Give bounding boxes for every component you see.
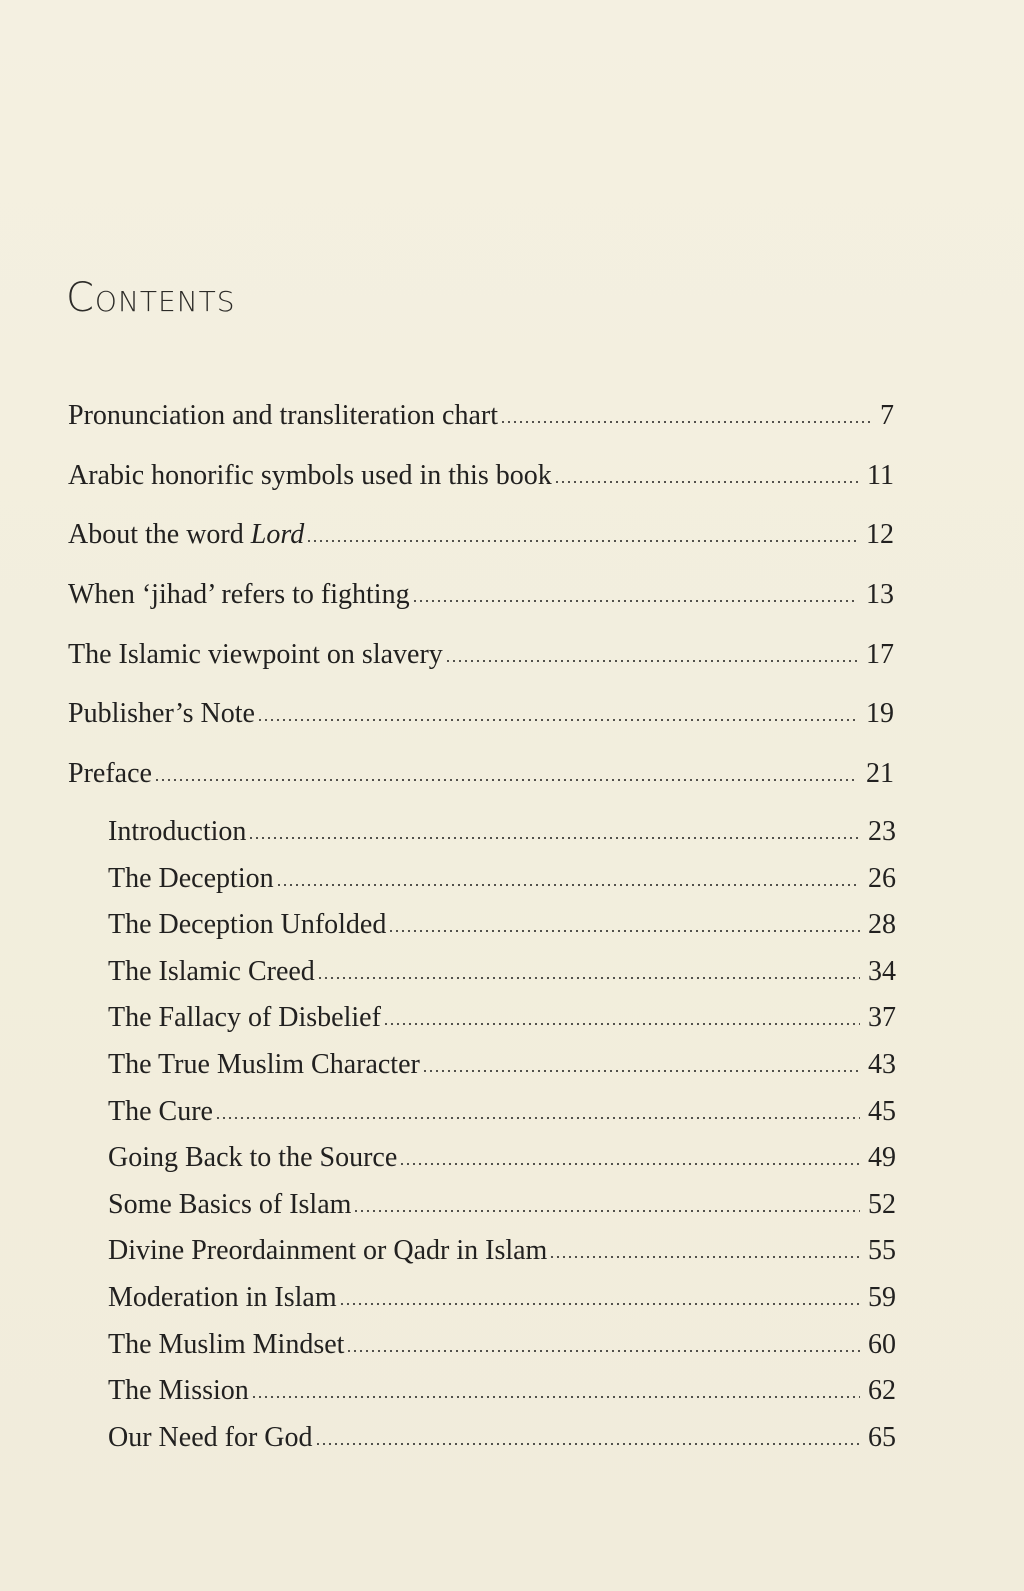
toc-entry-page-number: 34 bbox=[868, 955, 896, 987]
dot-leader bbox=[154, 778, 858, 782]
toc-entry-title-text: The True Muslim Character bbox=[108, 1049, 420, 1080]
dot-leader bbox=[500, 420, 872, 424]
toc-entry-title bbox=[108, 818, 246, 846]
toc-entry-title-text: The Cure bbox=[108, 1095, 213, 1127]
toc-entry[interactable] bbox=[68, 700, 894, 728]
toc-entry-title-text: Going Back to the Source bbox=[108, 1142, 398, 1174]
toc-entry-title bbox=[108, 1421, 313, 1453]
toc-entry-title bbox=[108, 862, 274, 894]
toc-entry-title bbox=[108, 911, 386, 939]
dot-leader bbox=[554, 480, 859, 484]
toc-entry-page-number: 23 bbox=[868, 816, 896, 847]
dot-leader bbox=[317, 976, 860, 980]
toc-entry-page-number: 60 bbox=[868, 1328, 896, 1360]
toc-entry[interactable] bbox=[68, 462, 894, 490]
toc-entry[interactable] bbox=[108, 1377, 896, 1405]
toc-entry-page-number: 7 bbox=[880, 400, 894, 431]
dot-leader bbox=[388, 929, 860, 933]
dot-leader bbox=[257, 718, 858, 722]
toc-entry-title-text: Pronunciation and transliteration chart bbox=[68, 400, 498, 431]
toc-entry[interactable] bbox=[108, 1095, 896, 1127]
toc-entry-title bbox=[108, 1188, 352, 1220]
toc-entry-title bbox=[108, 1237, 547, 1265]
dot-leader bbox=[412, 599, 858, 603]
toc-entry-title bbox=[108, 1377, 249, 1405]
toc-entry-title bbox=[108, 1328, 345, 1360]
toc-entry-page-number: 19 bbox=[866, 698, 894, 729]
dot-leader bbox=[251, 1395, 860, 1399]
toc-entry-page-number: 49 bbox=[868, 1142, 896, 1174]
dot-leader bbox=[422, 1069, 860, 1073]
toc-entry[interactable] bbox=[108, 1188, 896, 1220]
toc-entry-title bbox=[108, 1284, 337, 1312]
toc-entry-title bbox=[108, 1004, 381, 1032]
toc-entry-title-text: The Deception bbox=[108, 862, 274, 894]
toc-entry[interactable] bbox=[108, 862, 896, 894]
toc-entry-page-number: 37 bbox=[868, 1002, 896, 1034]
dot-leader bbox=[248, 836, 860, 840]
toc-entry-title-text: Our Need for God bbox=[108, 1421, 313, 1453]
toc-entry-page-number: 21 bbox=[866, 758, 894, 789]
toc-entry-title-text: Arabic honorific symbols used in this book bbox=[68, 460, 552, 491]
toc-entry-title-text: Some Basics of Islam bbox=[108, 1188, 352, 1220]
dot-leader bbox=[353, 1209, 860, 1213]
toc-entry[interactable] bbox=[108, 1328, 896, 1360]
toc-entry-page-number: 43 bbox=[868, 1049, 896, 1080]
dot-leader bbox=[346, 1349, 860, 1353]
toc-entry-title-text: The Islamic viewpoint on slavery bbox=[68, 639, 443, 670]
toc-entry[interactable] bbox=[68, 581, 894, 609]
toc-entry[interactable] bbox=[108, 1004, 896, 1032]
toc-entry-title bbox=[68, 760, 152, 788]
toc-entry-title-text: Introduction bbox=[108, 816, 247, 847]
toc-entry-page-number: 17 bbox=[866, 639, 894, 670]
toc-entry-title bbox=[108, 1051, 420, 1079]
toc-entry[interactable] bbox=[108, 911, 896, 939]
dot-leader bbox=[276, 883, 860, 887]
dot-leader bbox=[445, 659, 858, 663]
toc-entry[interactable] bbox=[68, 402, 894, 430]
toc-entry-page-number: 55 bbox=[868, 1235, 896, 1267]
toc-entry-title-text: The Mission bbox=[108, 1375, 249, 1407]
contents-heading: Contents bbox=[66, 275, 236, 321]
toc-entry-title-text: The Muslim Mindset bbox=[108, 1328, 345, 1360]
toc-entry-title-text: The Islamic Creed bbox=[108, 955, 315, 987]
toc-entry-title-text: Moderation in Islam bbox=[108, 1282, 337, 1313]
toc-entry-title-emphasis: Lord bbox=[250, 519, 305, 550]
toc-entry[interactable] bbox=[68, 760, 894, 788]
toc-entry[interactable] bbox=[108, 955, 896, 987]
toc-entry[interactable] bbox=[108, 818, 896, 846]
toc-entry[interactable] bbox=[108, 1237, 896, 1265]
toc-entry[interactable] bbox=[108, 1144, 896, 1172]
dot-leader bbox=[549, 1255, 860, 1259]
toc-entry-page-number: 12 bbox=[866, 519, 894, 550]
dot-leader bbox=[306, 539, 858, 543]
dot-leader bbox=[383, 1022, 860, 1026]
dot-leader bbox=[215, 1116, 860, 1120]
toc-entry-page-number: 28 bbox=[868, 909, 896, 941]
dot-leader bbox=[315, 1442, 861, 1446]
toc-entry-title bbox=[68, 700, 255, 728]
toc-entry-page-number: 65 bbox=[868, 1421, 896, 1453]
dot-leader bbox=[339, 1302, 860, 1306]
toc-entry-page-number: 52 bbox=[868, 1188, 896, 1220]
toc-entry-page-number: 26 bbox=[868, 862, 896, 894]
toc-entry[interactable] bbox=[108, 1284, 896, 1312]
toc-entry[interactable] bbox=[108, 1421, 896, 1453]
toc-entry-title-text: Preface bbox=[68, 758, 152, 789]
toc-entry-title bbox=[68, 581, 410, 609]
toc-entry-page-number: 11 bbox=[867, 460, 894, 491]
toc-entry-title bbox=[68, 462, 552, 490]
toc-entry[interactable] bbox=[108, 1051, 896, 1079]
toc-entry-title bbox=[108, 1095, 213, 1127]
toc-entry-title-text: When ‘jihad’ refers to fighting bbox=[68, 579, 410, 610]
dot-leader bbox=[399, 1162, 860, 1166]
toc-entry-title bbox=[108, 1144, 397, 1172]
toc-entry-title-text: The Fallacy of Disbelief bbox=[108, 1002, 381, 1034]
toc-entry-title-text: The Deception Unfolded bbox=[108, 909, 387, 941]
toc-entry-title bbox=[108, 955, 315, 987]
toc-entry-page-number: 62 bbox=[868, 1375, 896, 1407]
toc-entry-page-number: 13 bbox=[866, 579, 894, 610]
toc-entry-title-text: Divine Preordainment or Qadr in Islam bbox=[108, 1235, 548, 1267]
toc-entry-title bbox=[68, 641, 443, 669]
toc-entry-page-number: 59 bbox=[868, 1282, 896, 1313]
toc-entry[interactable] bbox=[68, 521, 894, 549]
toc-entry-title-text: Publisher’s Note bbox=[68, 698, 255, 729]
toc-entry-page-number: 45 bbox=[868, 1095, 896, 1127]
toc-entry-title-text: About the word bbox=[68, 519, 251, 550]
toc-entry-title bbox=[68, 402, 498, 430]
toc-entry-title bbox=[68, 521, 304, 549]
toc-entry[interactable] bbox=[68, 641, 894, 669]
